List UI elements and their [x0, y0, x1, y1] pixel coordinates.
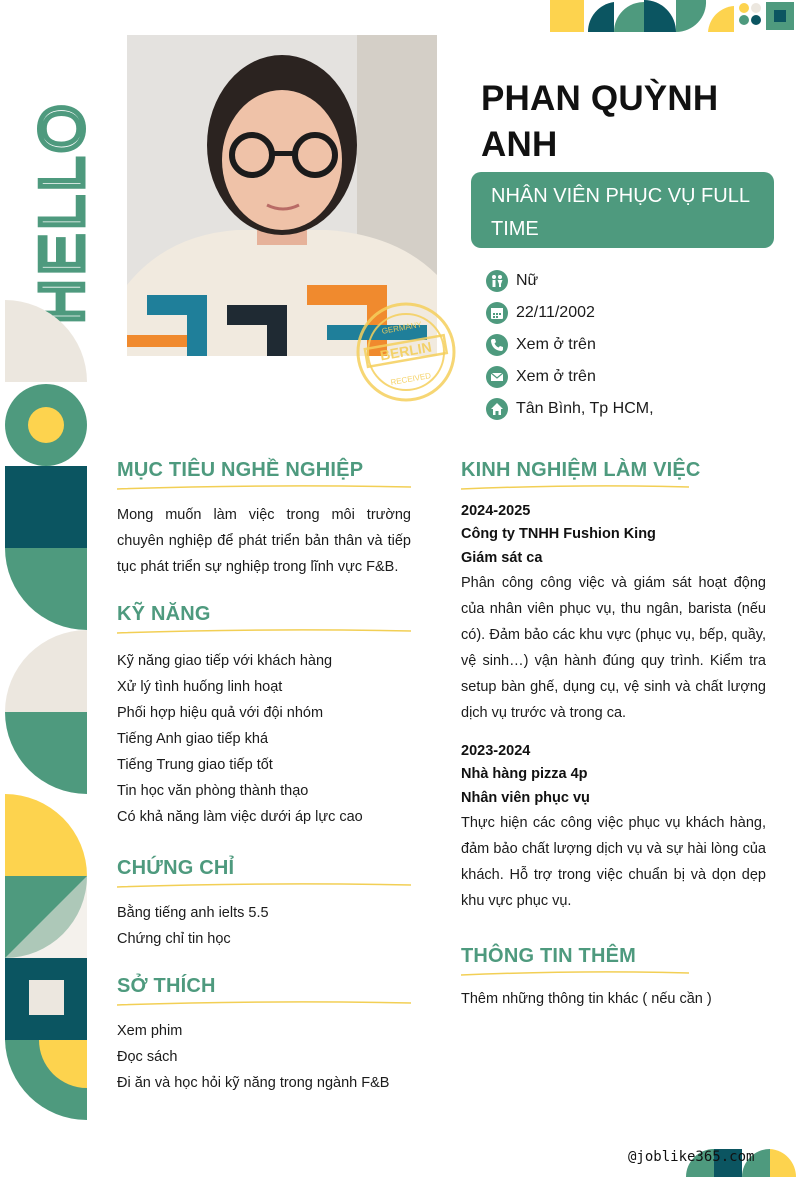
- experience-years: 2024-2025: [461, 503, 531, 519]
- experience-role: Nhân viên phục vụ: [461, 790, 590, 806]
- career-goal-title: MỤC TIÊU NGHỀ NGHIỆP: [117, 459, 364, 481]
- address-value: Tân Bình, Tp HCM,: [516, 400, 654, 417]
- experience-company: Nhà hàng pizza 4p: [461, 766, 588, 782]
- certificate-item: Chứng chỉ tin học: [117, 931, 231, 947]
- contact-address: [486, 393, 786, 425]
- hello-vertical-text: [28, 58, 97, 324]
- contact-email: [486, 361, 786, 393]
- job-title-line-2: TIME: [491, 218, 539, 240]
- title-underline: [117, 628, 411, 636]
- experience-title: KINH NGHIỆM LÀM VIỆC: [461, 459, 701, 481]
- certificate-item: Bằng tiếng anh ielts 5.5: [117, 905, 269, 921]
- svg-text:BERLIN: BERLIN: [378, 338, 433, 364]
- top-geometric-decoration: [548, 0, 796, 32]
- experience-role: Giám sát ca: [461, 550, 543, 566]
- additional-info-text: Thêm những thông tin khác ( nếu cần ): [461, 991, 712, 1007]
- job-title-box: [471, 172, 774, 248]
- career-goal-section: [117, 459, 411, 580]
- birthdate-value: 22/11/2002: [516, 304, 595, 321]
- skill-item: Kỹ năng giao tiếp với khách hàng: [117, 653, 333, 669]
- left-geometric-decoration: [5, 300, 87, 1120]
- home-icon: [486, 398, 508, 420]
- hobby-item: Đọc sách: [117, 1049, 178, 1065]
- title-underline: [117, 882, 411, 890]
- title-underline: [461, 484, 689, 492]
- contact-phone: [486, 329, 786, 361]
- additional-info-title: THÔNG TIN THÊM: [461, 945, 637, 967]
- gender-icon: [486, 270, 508, 292]
- experience-entry: [461, 740, 766, 914]
- svg-text:RECEIVED: RECEIVED: [389, 371, 432, 388]
- svg-text:GERMANY: GERMANY: [381, 319, 423, 336]
- skills-section: [117, 603, 411, 830]
- footer-watermark: @joblike365.com: [628, 1149, 755, 1165]
- skill-item: Tiếng Trung giao tiếp tốt: [117, 757, 273, 773]
- skills-title: KỸ NĂNG: [117, 603, 211, 625]
- certificates-section: [117, 857, 411, 952]
- experience-section: [461, 459, 766, 914]
- phone-value: Xem ở trên: [516, 336, 596, 353]
- mail-icon: [486, 366, 508, 388]
- email-value: Xem ở trên: [516, 368, 596, 385]
- experience-company: Công ty TNHH Fushion King: [461, 526, 656, 542]
- additional-info-section: [461, 945, 766, 1012]
- phone-icon: [486, 334, 508, 356]
- received-stamp: [352, 298, 460, 406]
- experience-description: Phân công công việc và giám sát hoạt động của nhân viên phục vụ, thu ngân, barista (nếu có). Đảm bảo các khu vực (phục vụ, bếp, quầy, vệ sinh…) vận hành đúng quy trình. Kiểm tra setup bàn ghế, dụng cụ, vệ sinh và chất lượng dịch vụ trước và trong ca.: [461, 575, 766, 721]
- job-title-line-1: NHÂN VIÊN PHỤC VỤ FULL: [491, 185, 750, 207]
- experience-description: Thực hiện các công việc phục vụ khách hàng, đảm bảo chất lượng dịch vụ và sự hài lòng của khách. Hỗ trợ trong việc chuẩn bị và dọn dẹp khu vực phục vụ.: [461, 815, 766, 909]
- skill-item: Có khả năng làm việc dưới áp lực cao: [117, 809, 363, 825]
- contact-birthdate: [486, 297, 786, 329]
- contact-info: [486, 265, 786, 425]
- gender-value: Nữ: [516, 272, 539, 289]
- calendar-icon: [486, 302, 508, 324]
- career-goal-text: Mong muốn làm việc trong môi trường chuyên nghiệp để phát triển bản thân và tiếp tục phát triển sự nghiệp trong lĩnh vực F&B.: [117, 507, 411, 575]
- hobby-item: Đi ăn và học hỏi kỹ năng trong ngành F&B: [117, 1075, 390, 1091]
- candidate-name: [481, 76, 771, 168]
- hobbies-title: SỞ THÍCH: [117, 975, 216, 997]
- skill-item: Tiếng Anh giao tiếp khá: [117, 731, 269, 747]
- hello-text: HELLO: [28, 100, 97, 324]
- skill-item: Tin học văn phòng thành thạo: [117, 783, 309, 799]
- title-underline: [117, 484, 411, 492]
- name-line-1: PHAN QUỲNH: [481, 79, 719, 118]
- title-underline: [461, 970, 689, 978]
- experience-entry: [461, 500, 766, 726]
- certificates-title: CHỨNG CHỈ: [117, 857, 235, 879]
- hobbies-section: [117, 975, 411, 1096]
- title-underline: [117, 1000, 411, 1008]
- contact-gender: [486, 265, 786, 297]
- hobby-item: Xem phim: [117, 1023, 183, 1039]
- skill-item: Phối hợp hiệu quả với đội nhóm: [117, 705, 324, 721]
- experience-years: 2023-2024: [461, 743, 531, 759]
- skill-item: Xử lý tình huống linh hoạt: [117, 679, 283, 695]
- name-line-2: ANH: [481, 125, 558, 164]
